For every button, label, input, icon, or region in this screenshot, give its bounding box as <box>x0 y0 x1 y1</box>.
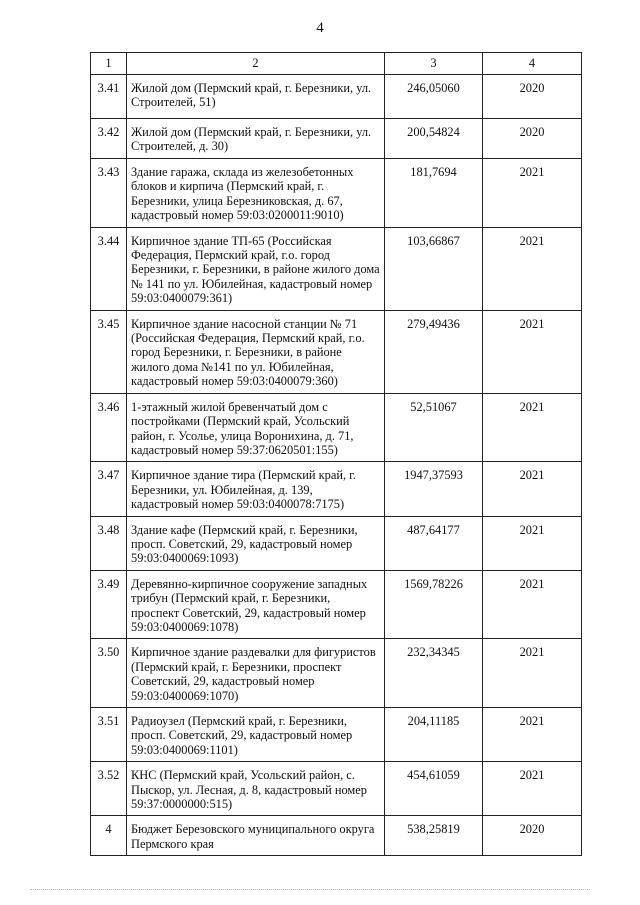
row-number: 3.49 <box>91 570 127 639</box>
object-value: 246,05060 <box>385 75 483 119</box>
row-number: 3.41 <box>91 75 127 119</box>
table-row <box>91 762 582 816</box>
object-name: Деревянно-кирпичное сооружение западных трибун (Пермский край, г. Березники, проспект Советский, 29, кадастровый номер 59:03:0400069:1078) <box>127 570 385 639</box>
property-table <box>90 52 582 856</box>
object-year: 2021 <box>483 227 582 310</box>
object-value: 487,64177 <box>385 516 483 570</box>
scan-edge-divider <box>30 889 590 890</box>
object-value: 1947,37593 <box>385 462 483 516</box>
object-year: 2020 <box>483 75 582 119</box>
object-name: Здание гаража, склада из железобетонных блоков и кирпича (Пермский край, г. Березники, улица Березниковская, д. 67, кадастровый номер 59:03:0200011:9010) <box>127 159 385 228</box>
row-number: 3.47 <box>91 462 127 516</box>
row-number: 3.48 <box>91 516 127 570</box>
object-year: 2021 <box>483 159 582 228</box>
object-year: 2021 <box>483 708 582 762</box>
column-header: 1 <box>91 53 127 75</box>
object-name: КНС (Пермский край, Усольский район, с. Пыскор, ул. Лесная, д. 8, кадастровый номер 59:37:0000000:515) <box>127 762 385 816</box>
object-year: 2020 <box>483 119 582 159</box>
column-header: 3 <box>385 53 483 75</box>
object-value: 538,25819 <box>385 816 483 856</box>
object-value: 200,54824 <box>385 119 483 159</box>
table-row <box>91 708 582 762</box>
object-value: 103,66867 <box>385 227 483 310</box>
table-row <box>91 75 582 119</box>
table-row <box>91 159 582 228</box>
object-year: 2021 <box>483 516 582 570</box>
object-name: Здание кафе (Пермский край, г. Березники, просп. Советский, 29, кадастровый номер 59:03:0400069:1093) <box>127 516 385 570</box>
object-name: Кирпичное здание ТП-65 (Российская Федерация, Пермский край, г.о. город Березники, г. Березники, в районе жилого дома № 141 по ул. Юбилейная, кадастровый номер 59:03:0400079:361) <box>127 227 385 310</box>
row-number: 3.44 <box>91 227 127 310</box>
object-name: Кирпичное здание тира (Пермский край, г. Березники, ул. Юбилейная, д. 139, кадастровый номер 59:03:0400078:7175) <box>127 462 385 516</box>
column-header: 2 <box>127 53 385 75</box>
object-name: Бюджет Березовского муниципального округа Пермского края <box>127 816 385 856</box>
page-number: 4 <box>316 20 324 36</box>
object-value: 204,11185 <box>385 708 483 762</box>
object-year: 2021 <box>483 762 582 816</box>
row-number: 3.50 <box>91 639 127 708</box>
table-row <box>91 816 582 856</box>
object-name: Кирпичное здание насосной станции № 71 (Российская Федерация, Пермский край, г.о. город Березники, г. Березники, в районе жилого дома №141 по ул. Юбилейная, кадастровый номер 59:03:0400079:360) <box>127 310 385 393</box>
object-year: 2021 <box>483 462 582 516</box>
object-value: 181,7694 <box>385 159 483 228</box>
row-number: 3.46 <box>91 393 127 462</box>
object-value: 279,49436 <box>385 310 483 393</box>
object-year: 2021 <box>483 310 582 393</box>
object-value: 52,51067 <box>385 393 483 462</box>
row-number: 3.52 <box>91 762 127 816</box>
row-number: 3.42 <box>91 119 127 159</box>
object-value: 1569,78226 <box>385 570 483 639</box>
object-value: 454,61059 <box>385 762 483 816</box>
table-row <box>91 639 582 708</box>
table-row <box>91 393 582 462</box>
table-row <box>91 570 582 639</box>
object-year: 2020 <box>483 816 582 856</box>
object-name: Жилой дом (Пермский край, г. Березники, ул. Строителей, 51) <box>127 75 385 119</box>
table-row <box>91 462 582 516</box>
object-name: Кирпичное здание раздевалки для фигуристов (Пермский край, г. Березники, проспект Советский, 29, кадастровый номер 59:03:0400069:1070) <box>127 639 385 708</box>
object-year: 2021 <box>483 570 582 639</box>
row-number: 3.51 <box>91 708 127 762</box>
row-number: 3.43 <box>91 159 127 228</box>
table-header-row <box>91 53 582 75</box>
table-row <box>91 119 582 159</box>
object-name: Радиоузел (Пермский край, г. Березники, просп. Советский, 29, кадастровый номер 59:03:0400069:1101) <box>127 708 385 762</box>
row-number: 4 <box>91 816 127 856</box>
object-name: Жилой дом (Пермский край, г. Березники, ул. Строителей, д. 30) <box>127 119 385 159</box>
object-year: 2021 <box>483 393 582 462</box>
object-value: 232,34345 <box>385 639 483 708</box>
object-year: 2021 <box>483 639 582 708</box>
object-name: 1-этажный жилой бревенчатый дом с постройками (Пермский край, Усольский район, г. Усолье, улица Воронихина, д. 71, кадастровый номер 59:37:0620501:155) <box>127 393 385 462</box>
row-number: 3.45 <box>91 310 127 393</box>
table-row <box>91 310 582 393</box>
column-header: 4 <box>483 53 582 75</box>
table-row <box>91 516 582 570</box>
table-row <box>91 227 582 310</box>
